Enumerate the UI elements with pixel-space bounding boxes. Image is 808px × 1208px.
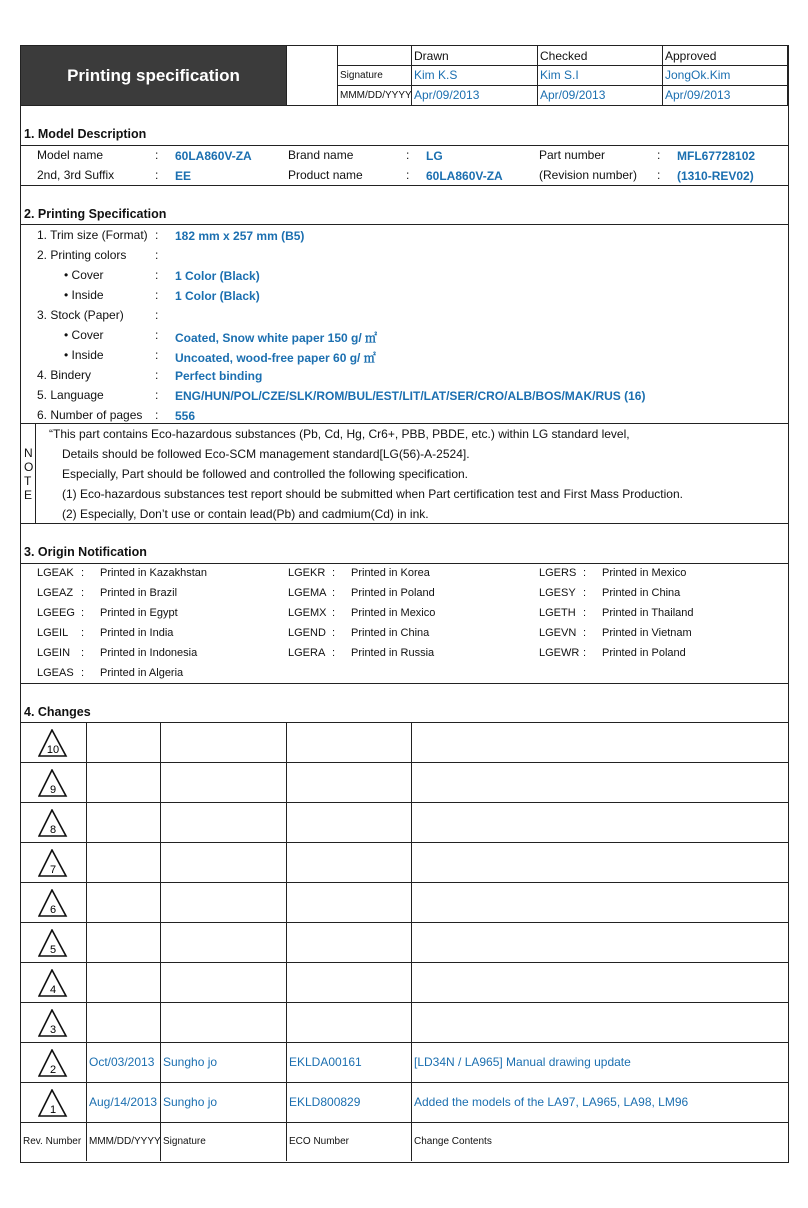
rule	[20, 1082, 788, 1083]
revision-number: 3	[49, 1024, 57, 1036]
rule	[411, 722, 412, 1161]
rule	[160, 722, 161, 1161]
note-letter: N	[24, 446, 33, 460]
origin-code: LGEND	[288, 627, 326, 639]
note-letter: O	[24, 460, 34, 474]
rule	[20, 922, 788, 923]
colon: :	[406, 168, 410, 182]
rule	[337, 105, 788, 106]
colon: :	[332, 607, 336, 619]
revision-triangle-icon	[38, 929, 68, 957]
colon: :	[155, 388, 159, 402]
rule	[20, 683, 788, 684]
spec-label: • Inside	[64, 348, 104, 362]
rule	[20, 802, 788, 803]
approval-signature: Kim S.I	[540, 68, 579, 82]
approval-date: Apr/09/2013	[414, 88, 480, 102]
spec-value: 182 mm x 257 mm (B5)	[175, 229, 305, 243]
rule	[86, 722, 87, 1161]
change-signature: Sungho jo	[163, 1095, 218, 1109]
colon: :	[657, 148, 661, 162]
spec-label: 6. Number of pages	[37, 408, 143, 422]
origin-code: LGEIN	[37, 647, 71, 659]
note-line: “This part contains Eco-hazardous substances (Pb, Cd, Hg, Cr6+, PBB, PBDE, etc.) within LG standard level,	[49, 427, 630, 441]
rule	[20, 842, 788, 843]
origin-text: Printed in Poland	[351, 587, 435, 599]
spec-label: 5. Language	[37, 388, 104, 402]
rule	[337, 45, 338, 106]
note-line: (2) Especially, Don’t use or contain lead(Pb) and cadmium(Cd) in ink.	[62, 507, 429, 521]
origin-text: Printed in Thailand	[602, 607, 694, 619]
colon: :	[81, 647, 85, 659]
colon: :	[657, 168, 661, 182]
field-label: 2nd, 3rd Suffix	[37, 168, 115, 182]
colon: :	[155, 408, 159, 422]
colon: :	[155, 308, 159, 322]
changes-footer-label: Signature	[163, 1136, 206, 1147]
origin-code: LGERA	[288, 647, 326, 659]
field-label: Brand name	[288, 148, 354, 162]
revision-number: 4	[49, 984, 57, 996]
origin-code: LGEAK	[37, 567, 74, 579]
origin-text: Printed in Algeria	[100, 667, 184, 679]
note-letter: T	[24, 474, 32, 488]
field-value: (1310-REV02)	[677, 169, 754, 183]
revision-triangle-icon	[38, 969, 68, 997]
colon: :	[332, 567, 336, 579]
revision-number: 2	[49, 1064, 57, 1076]
rule	[20, 1042, 788, 1043]
rule	[20, 1002, 788, 1003]
date-label: MMM/DD/YYYY	[340, 90, 412, 101]
rule	[286, 722, 287, 1161]
origin-code: LGERS	[539, 567, 577, 579]
colon: :	[155, 268, 159, 282]
origin-text: Printed in Indonesia	[100, 647, 198, 659]
approval-signature: Kim K.S	[414, 68, 458, 82]
signature-label: Signature	[340, 70, 383, 81]
note-letter: E	[24, 488, 33, 502]
rule	[337, 45, 788, 46]
colon: :	[81, 627, 85, 639]
note-line: Details should be followed Eco-SCM management standard[LG(56)-A-2524].	[62, 447, 470, 461]
origin-text: Printed in China	[602, 587, 681, 599]
origin-text: Printed in Egypt	[100, 607, 178, 619]
colon: :	[583, 587, 587, 599]
origin-code: LGETH	[539, 607, 576, 619]
field-value: LG	[426, 149, 443, 163]
field-label: (Revision number)	[539, 168, 638, 182]
approval-column-header: Approved	[665, 49, 717, 63]
spec-value: ENG/HUN/POL/CZE/SLK/ROM/BUL/EST/LIT/LAT/SER/CRO/ALB/BOS/MAK/RUS (16)	[175, 389, 646, 403]
spec-label: 3. Stock (Paper)	[37, 308, 124, 322]
field-value: EE	[175, 169, 192, 183]
spec-value: 556	[175, 409, 196, 423]
colon: :	[155, 348, 159, 362]
origin-text: Printed in China	[351, 627, 430, 639]
origin-code: LGEVN	[539, 627, 577, 639]
change-signature: Sungho jo	[163, 1055, 218, 1069]
rule	[537, 45, 538, 106]
rule	[20, 423, 788, 424]
spec-label: • Cover	[64, 268, 104, 282]
changes-footer-label: Rev. Number	[23, 1136, 82, 1147]
revision-number: 10	[46, 744, 60, 756]
rule	[20, 722, 788, 723]
origin-text: Printed in Korea	[351, 567, 430, 579]
rule	[20, 145, 788, 146]
revision-number: 8	[49, 824, 57, 836]
origin-text: Printed in Vietnam	[602, 627, 692, 639]
colon: :	[155, 248, 159, 262]
section-title: 1. Model Description	[24, 127, 147, 141]
colon: :	[332, 587, 336, 599]
field-value: 60LA860V-ZA	[426, 169, 503, 183]
colon: :	[583, 567, 587, 579]
revision-number: 6	[49, 904, 57, 916]
spec-label: • Inside	[64, 288, 104, 302]
colon: :	[332, 647, 336, 659]
origin-code: LGEAS	[37, 667, 74, 679]
approval-column-header: Checked	[540, 49, 588, 63]
document-title: Printing specification	[21, 46, 286, 105]
field-value: 60LA860V-ZA	[175, 149, 252, 163]
spec-label: • Cover	[64, 328, 104, 342]
spec-value: Perfect binding	[175, 369, 263, 383]
section-title: 4. Changes	[24, 705, 91, 719]
origin-code: LGEMX	[288, 607, 327, 619]
spec-label: 1. Trim size (Format)	[37, 228, 148, 242]
colon: :	[406, 148, 410, 162]
colon: :	[155, 368, 159, 382]
spec-label: 2. Printing colors	[37, 248, 127, 262]
change-contents: Added the models of the LA97, LA965, LA98, LM96	[414, 1095, 689, 1109]
origin-text: Printed in Mexico	[351, 607, 436, 619]
rule	[20, 224, 788, 225]
changes-footer-label: ECO Number	[289, 1136, 350, 1147]
colon: :	[583, 627, 587, 639]
origin-text: Printed in India	[100, 627, 174, 639]
field-value: MFL67728102	[677, 149, 756, 163]
colon: :	[155, 228, 159, 242]
revision-number: 9	[49, 784, 57, 796]
origin-code: LGESY	[539, 587, 576, 599]
rule	[337, 65, 788, 66]
colon: :	[583, 607, 587, 619]
change-eco-number: EKLD800829	[289, 1095, 361, 1109]
colon: :	[81, 607, 85, 619]
rule	[20, 523, 788, 524]
approval-column-header: Drawn	[414, 49, 449, 63]
spec-value: Coated, Snow white paper 150 g/ ㎡	[175, 331, 378, 345]
revision-triangle-icon	[38, 729, 68, 757]
origin-code: LGEEG	[37, 607, 75, 619]
revision-triangle-icon	[38, 1009, 68, 1037]
rule	[20, 185, 788, 186]
section-title: 2. Printing Specification	[24, 207, 167, 221]
field-label: Model name	[37, 148, 104, 162]
revision-number: 1	[49, 1104, 57, 1116]
revision-triangle-icon	[38, 769, 68, 797]
change-contents: [LD34N / LA965] Manual drawing update	[414, 1055, 631, 1069]
origin-code: LGEKR	[288, 567, 326, 579]
colon: :	[81, 587, 85, 599]
spec-value: 1 Color (Black)	[175, 289, 260, 303]
revision-triangle-icon	[38, 849, 68, 877]
spec-label: 4. Bindery	[37, 368, 92, 382]
note-line: (1) Eco-hazardous substances test report should be submitted when Part certification test and First Mass Production.	[62, 487, 683, 501]
rule	[20, 962, 788, 963]
rule	[20, 762, 788, 763]
colon: :	[81, 567, 85, 579]
origin-code: LGEMA	[288, 587, 327, 599]
origin-text: Printed in Russia	[351, 647, 435, 659]
changes-footer-label: Change Contents	[414, 1136, 492, 1147]
section-title: 3. Origin Notification	[24, 545, 147, 559]
colon: :	[155, 328, 159, 342]
change-date: Aug/14/2013	[89, 1095, 158, 1109]
rule	[337, 85, 788, 86]
revision-triangle-icon	[38, 889, 68, 917]
origin-code: LGEIL	[37, 627, 69, 639]
approval-date: Apr/09/2013	[540, 88, 606, 102]
origin-text: Printed in Kazakhstan	[100, 567, 208, 579]
revision-triangle-icon	[38, 1089, 68, 1117]
changes-footer-label: MMM/DD/YYYY	[89, 1136, 161, 1147]
approval-date: Apr/09/2013	[665, 88, 731, 102]
rule	[787, 45, 788, 106]
change-eco-number: EKLDA00161	[289, 1055, 362, 1069]
origin-text: Printed in Mexico	[602, 567, 687, 579]
colon: :	[155, 168, 159, 182]
rule	[20, 882, 788, 883]
revision-number: 5	[49, 944, 57, 956]
approval-signature: JongOk.Kim	[665, 68, 731, 82]
origin-text: Printed in Poland	[602, 647, 686, 659]
change-date: Oct/03/2013	[89, 1055, 155, 1069]
origin-text: Printed in Brazil	[100, 587, 178, 599]
rule	[20, 563, 788, 564]
colon: :	[332, 627, 336, 639]
rule	[20, 1122, 788, 1123]
origin-code: LGEAZ	[37, 587, 74, 599]
origin-code: LGEWR	[539, 647, 580, 659]
rule	[662, 45, 663, 106]
field-label: Product name	[288, 168, 363, 182]
spec-value: 1 Color (Black)	[175, 269, 260, 283]
revision-number: 7	[49, 864, 57, 876]
field-label: Part number	[539, 148, 606, 162]
colon: :	[155, 148, 159, 162]
rule	[35, 423, 36, 524]
revision-triangle-icon	[38, 809, 68, 837]
note-line: Especially, Part should be followed and controlled the following specification.	[62, 467, 469, 481]
revision-triangle-icon	[38, 1049, 68, 1077]
colon: :	[583, 647, 587, 659]
colon: :	[155, 288, 159, 302]
colon: :	[81, 667, 85, 679]
spec-value: Uncoated, wood-free paper 60 g/ ㎡	[175, 351, 376, 365]
